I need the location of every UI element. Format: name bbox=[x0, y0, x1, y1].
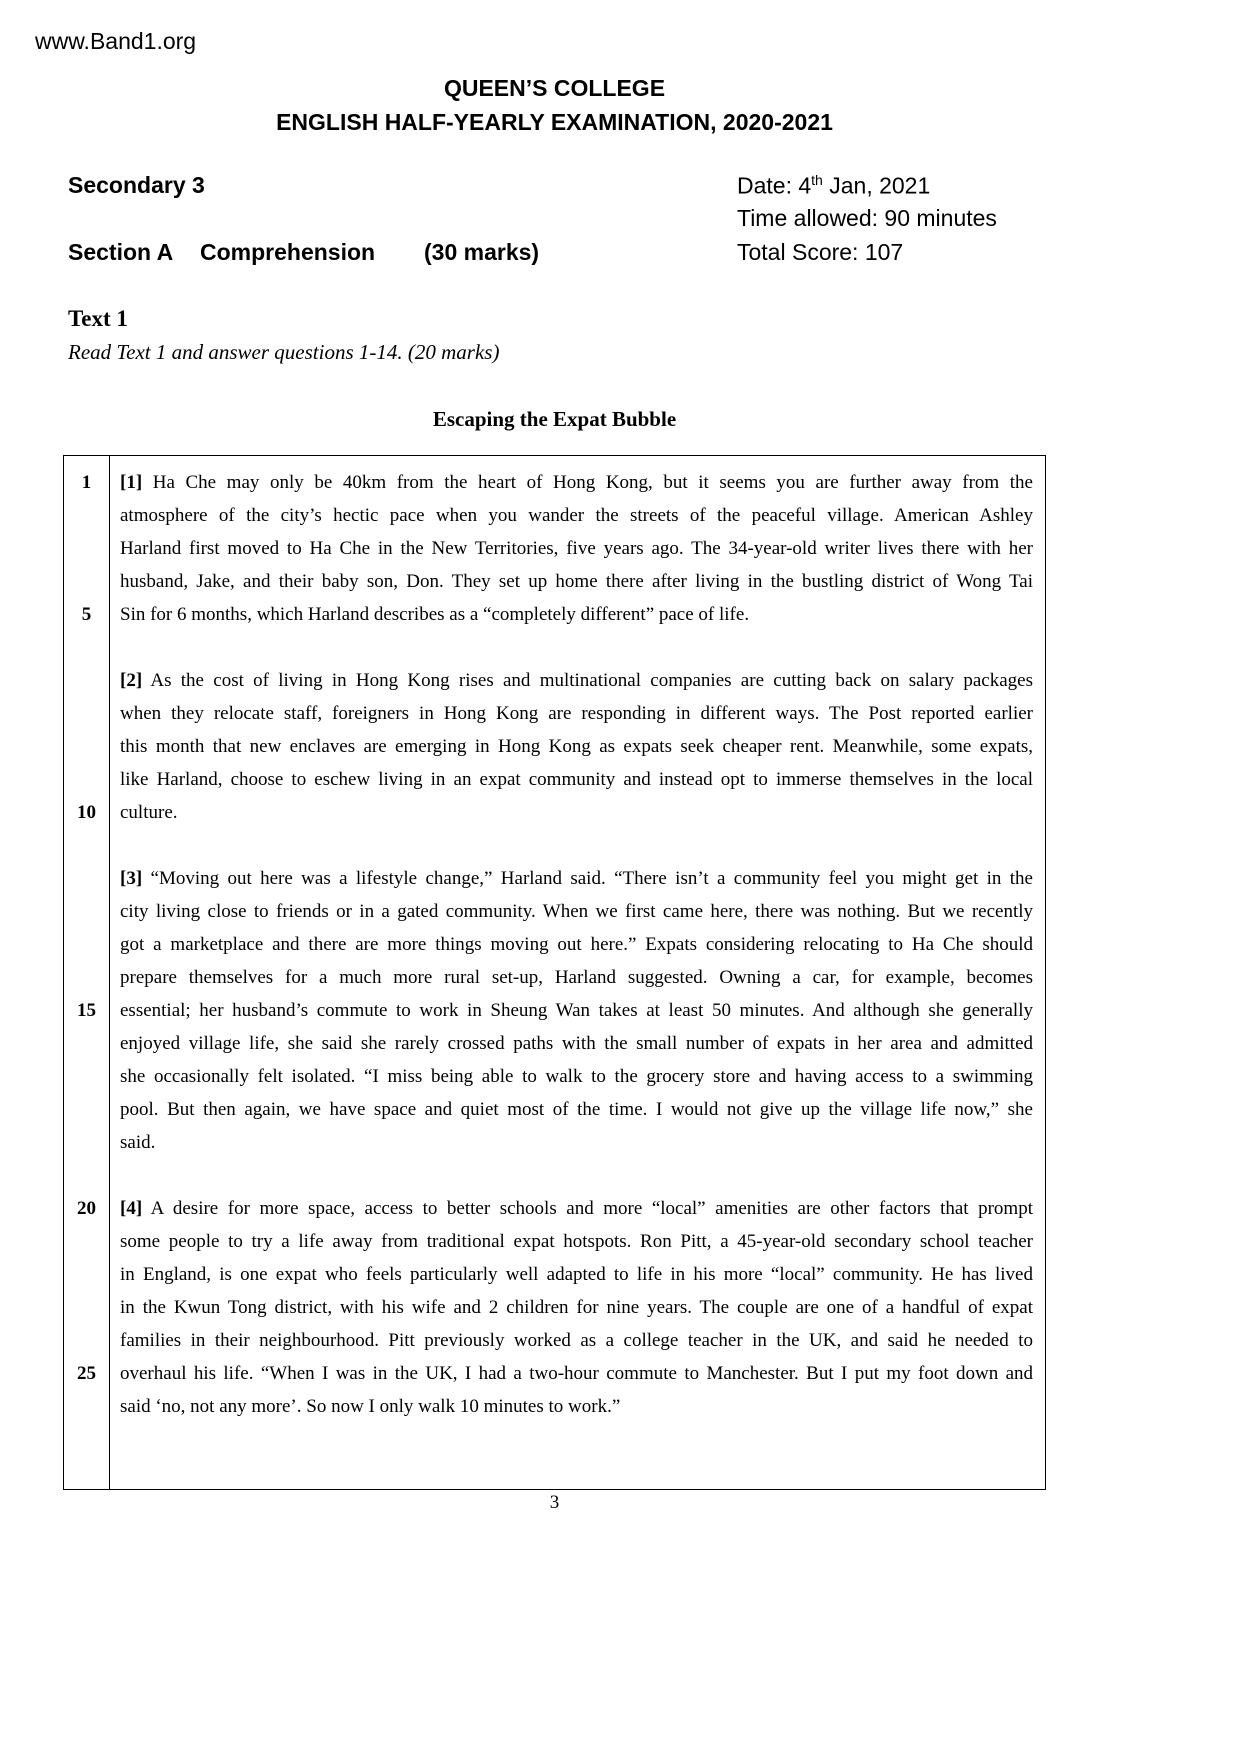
line-number bbox=[64, 862, 109, 895]
passage-line: said. bbox=[120, 1132, 156, 1153]
passage-line: prepare themselves for a much more rural set-up, Harland suggested. Owning a car, for example, becomes bbox=[120, 967, 1033, 988]
passage-line: families in their neighbourhood. Pitt previously worked as a college teacher in the UK, and said he needed to bbox=[120, 1330, 1033, 1351]
line-number bbox=[64, 928, 109, 961]
watermark-text: www.Band1.org bbox=[35, 28, 197, 54]
passage-line: some people to try a life away from traditional expat hotspots. Ron Pitt, a 45-year-old secondary school teacher bbox=[120, 1231, 1033, 1252]
line-number bbox=[64, 895, 109, 928]
passage-line: city living close to friends or in a gated community. When we first came here, there was nothing. But we recently bbox=[120, 901, 1033, 922]
paragraph-number: [4] bbox=[120, 1198, 143, 1219]
exam-header bbox=[63, 71, 1046, 139]
line-number bbox=[64, 664, 109, 697]
class-level: Secondary 3 bbox=[68, 172, 205, 198]
time-allowed: Time allowed: 90 minutes bbox=[737, 205, 997, 231]
line-number bbox=[64, 1027, 109, 1060]
exam-title: ENGLISH HALF-YEARLY EXAMINATION, 2020-2021 bbox=[276, 109, 833, 135]
line-number bbox=[64, 1291, 109, 1324]
section-label: Section A bbox=[68, 239, 174, 265]
text1-instruction: Read Text 1 and answer questions 1-14. (20 marks) bbox=[68, 340, 500, 364]
paragraph-number: [2] bbox=[120, 670, 143, 691]
section-marks: (30 marks) bbox=[424, 239, 540, 265]
passage-line: Harland first moved to Ha Che in the New Territories, five years ago. The 34-year-old writer lives there with her bbox=[120, 538, 1033, 559]
line-number: 25 bbox=[77, 1363, 96, 1384]
passage-line: [3] “Moving out here was a lifestyle change,” Harland said. “There isn’t a community feel you might get in the bbox=[120, 868, 1033, 889]
line-number bbox=[64, 1258, 109, 1291]
passage-line: culture. bbox=[120, 802, 178, 823]
exam-date bbox=[737, 172, 930, 200]
passage-line: she occasionally felt isolated. “I miss being able to walk to the grocery store and having access to a swimming bbox=[120, 1066, 1033, 1087]
line-number: 1 bbox=[81, 472, 92, 493]
text1-heading: Text 1 bbox=[68, 306, 128, 331]
paragraph-number: [3] bbox=[120, 868, 143, 889]
paragraph-number: [1] bbox=[120, 472, 143, 493]
passage-line: enjoyed village life, she said she rarely crossed paths with the small number of expats in her area and admitted bbox=[120, 1033, 1033, 1054]
date-suffix: Jan, 2021 bbox=[822, 172, 931, 199]
passage-title: Escaping the Expat Bubble bbox=[432, 407, 677, 431]
passage-line: [4] A desire for more space, access to better schools and more “local” amenities are other factors that prompt bbox=[120, 1198, 1033, 1219]
line-number bbox=[64, 730, 109, 763]
line-number bbox=[64, 565, 109, 598]
line-number bbox=[64, 1126, 109, 1159]
line-number bbox=[64, 1390, 109, 1423]
page-number: 3 bbox=[549, 1492, 560, 1513]
passage-line: atmosphere of the city’s hectic pace when you wander the streets of the peaceful village. American Ashley bbox=[120, 505, 1033, 526]
passage-line: in the Kwun Tong district, with his wife and 2 children for nine years. The couple are one of a handful of expat bbox=[120, 1297, 1033, 1318]
line-number bbox=[64, 499, 109, 532]
passage-line: Sin for 6 months, which Harland describes as a “completely different” pace of life. bbox=[120, 604, 750, 625]
line-number bbox=[64, 1225, 109, 1258]
passage-line: overhaul his life. “When I was in the UK, I had a two-hour commute to Manchester. But I put my foot down and bbox=[120, 1363, 1033, 1384]
line-number: 15 bbox=[77, 1000, 96, 1021]
passage-line: this month that new enclaves are emerging in Hong Kong as expats seek cheaper rent. Meanwhile, some expats, bbox=[120, 736, 1033, 757]
passage-line: in England, is one expat who feels particularly well adapted to life in his more “local” community. He has lived bbox=[120, 1264, 1033, 1285]
passage-text-column bbox=[110, 456, 1045, 1489]
school-name: QUEEN’S COLLEGE bbox=[443, 75, 666, 101]
line-number: 20 bbox=[77, 1198, 96, 1219]
line-number bbox=[64, 1324, 109, 1357]
line-number: 5 bbox=[81, 604, 92, 625]
line-number bbox=[64, 1060, 109, 1093]
line-number bbox=[64, 961, 109, 994]
passage-line: pool. But then again, we have space and quiet most of the time. I would not give up the village life now,” she bbox=[120, 1099, 1033, 1120]
line-number bbox=[64, 697, 109, 730]
date-prefix: Date: 4 bbox=[737, 172, 812, 199]
passage-line: husband, Jake, and their baby son, Don. They set up home there after living in the bustling district of Wong Tai bbox=[120, 571, 1033, 592]
passage-line: like Harland, choose to eschew living in an expat community and instead opt to immerse themselves in the local bbox=[120, 769, 1033, 790]
passage-line: when they relocate staff, foreigners in Hong Kong are responding in different ways. The Post reported earlier bbox=[120, 703, 1033, 724]
passage-line: said ‘no, not any more’. So now I only walk 10 minutes to work.” bbox=[120, 1396, 621, 1417]
line-number bbox=[64, 763, 109, 796]
line-number bbox=[64, 532, 109, 565]
passage-line: [1] Ha Che may only be 40km from the heart of Hong Kong, but it seems you are further away from the bbox=[120, 472, 1033, 493]
section-name: Comprehension bbox=[200, 239, 376, 265]
passage-box bbox=[63, 455, 1046, 1490]
passage-line: [2] As the cost of living in Hong Kong rises and multinational companies are cutting back on salary packages bbox=[120, 670, 1033, 691]
line-number: 10 bbox=[77, 802, 96, 823]
section-heading bbox=[68, 239, 539, 266]
line-number bbox=[64, 1093, 109, 1126]
line-number-column bbox=[64, 456, 110, 1489]
passage-line: got a marketplace and there are more things moving out here.” Expats considering relocating to Ha Che should bbox=[120, 934, 1033, 955]
passage-line: essential; her husband’s commute to work in Sheung Wan takes at least 50 minutes. And although she generally bbox=[120, 1000, 1033, 1021]
date-ordinal: th bbox=[811, 172, 823, 188]
total-score: Total Score: 107 bbox=[737, 239, 904, 265]
